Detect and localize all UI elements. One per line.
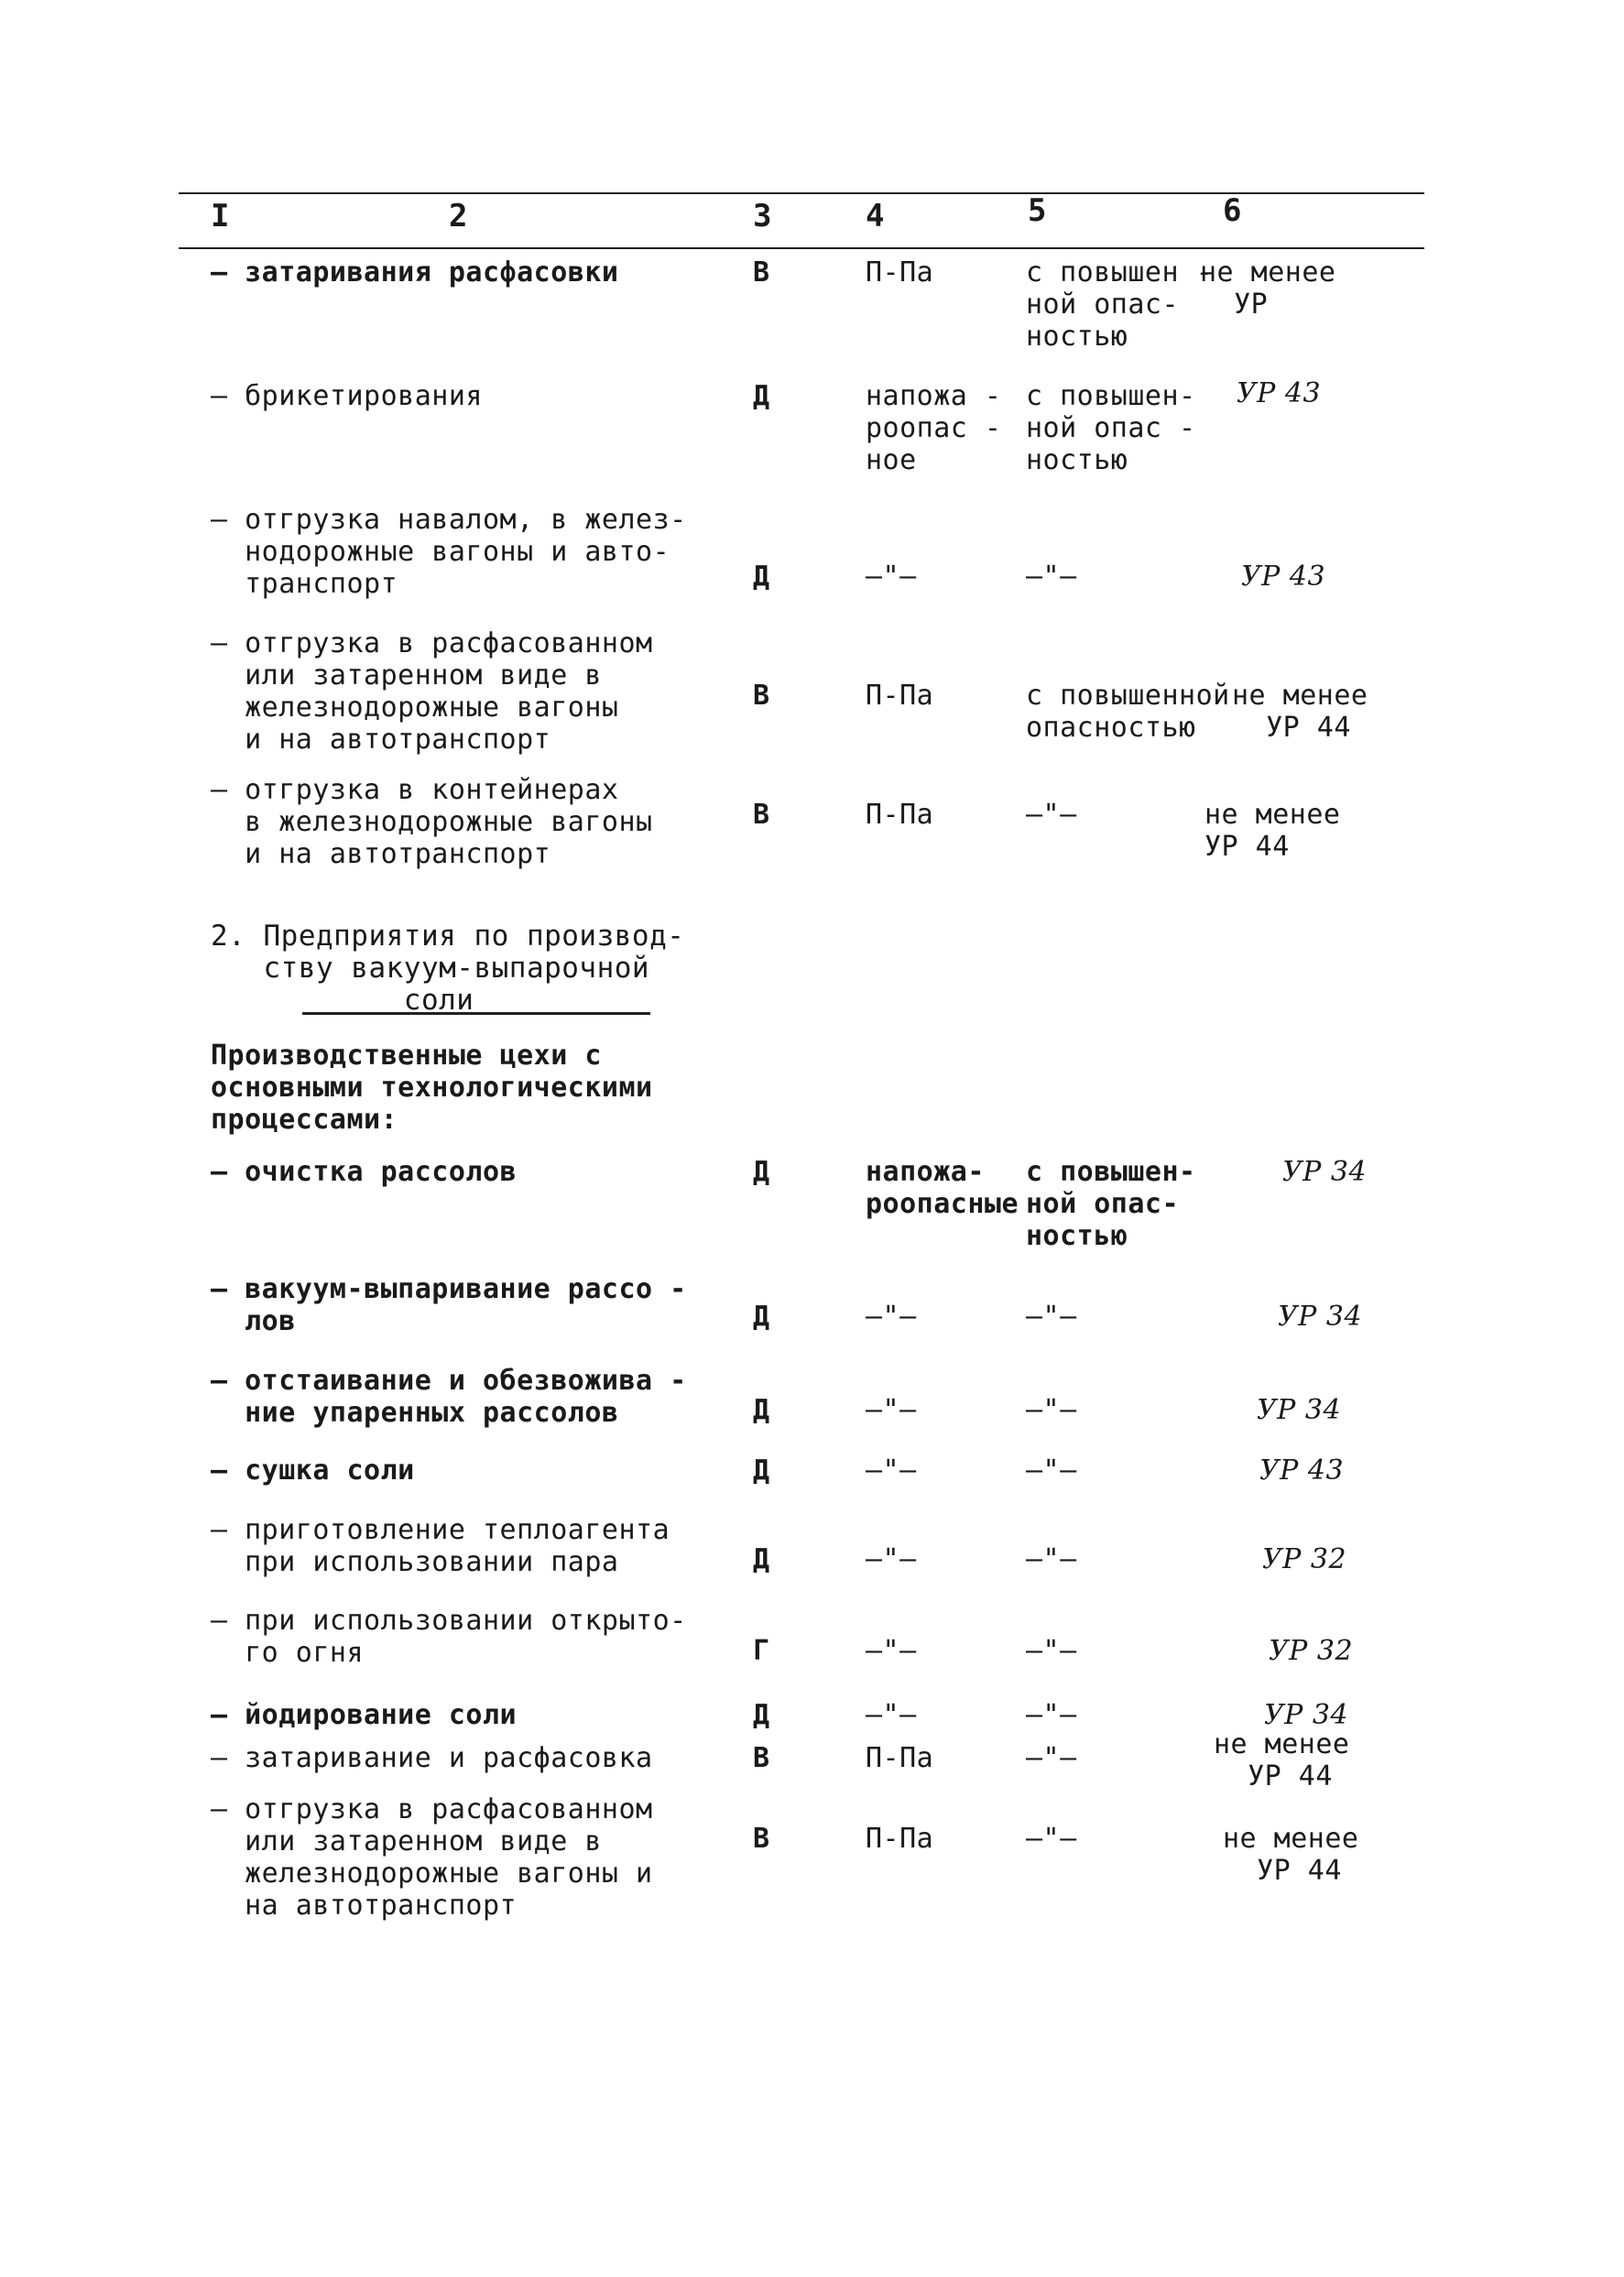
row-description: – затаривания расфасовки [211,256,619,289]
row-hazard: с повышен- ной опас- ностью [1026,1156,1196,1252]
row-degree: УР 34 [1282,1156,1368,1188]
row-description: – отгрузка в расфасованном или затаренном виде в железнодорожные вагоны и на автотранспорт [211,1793,653,1922]
row-category: Д [753,561,770,593]
row-description: – при использовании открыто- го огня [211,1605,687,1669]
row-class: –"– [866,1699,917,1731]
row-hazard: –"– [1026,1699,1077,1731]
row-class: –"– [866,1394,917,1426]
row-class: П-Па [866,799,934,831]
row-class: –"– [866,1635,917,1667]
row-hazard: с повышен- ной опас - ностью [1026,380,1196,476]
table-header-rule [179,247,1424,249]
row-description: – брикетирования [211,380,483,412]
row-description: – вакуум-выпаривание рассо - лов [211,1273,687,1337]
row-category: В [753,256,770,289]
row-degree: УР 34 [1278,1301,1363,1333]
row-description: – приготовление теплоагента при использовании пара [211,1514,670,1578]
row-description: – отгрузка навалом, в желез- нодорожные вагоны и авто- транспорт [211,504,687,600]
row-class: –"– [866,1301,917,1333]
row-category: Г [753,1635,770,1667]
section-title-underline [302,1012,650,1015]
row-degree: УР 43 [1241,561,1326,593]
row-category: В [753,1742,770,1774]
row-degree: не менее УР 44 [1214,1728,1350,1792]
row-class: П-Па [866,1742,934,1774]
row-class: –"– [866,561,917,593]
row-degree: не менее УР 44 [1223,1823,1359,1887]
row-hazard: –"– [1026,1742,1077,1774]
row-hazard: с повышен - ной опас- ностью [1026,256,1214,353]
row-degree: УР 32 [1262,1543,1347,1575]
row-class: напожа - роопас - ное [866,380,1002,476]
row-description: – очистка рассолов [211,1156,518,1188]
row-degree: не менее УР 44 [1204,799,1341,863]
row-description: – сушка соли [211,1454,415,1487]
row-hazard: –"– [1026,1301,1077,1333]
row-category: В [753,680,770,712]
row-hazard: –"– [1026,799,1077,831]
row-category: В [753,799,770,831]
row-degree: не менее УР 44 [1232,680,1368,744]
row-degree: УР 43 [1237,377,1322,409]
row-category: В [753,1823,770,1855]
section-subtitle: Производственные цехи с основными технологическими процессами: [211,1040,653,1136]
row-hazard: –"– [1026,1635,1077,1667]
row-degree: УР 34 [1264,1699,1349,1731]
row-description: – отгрузка в расфасованном или затаренном виде в железнодорожные вагоны и на автотранспорт [211,627,653,756]
row-hazard: с повышенной опасностью [1026,680,1230,744]
col-header-1: I [211,198,230,234]
col-header-4: 4 [866,198,885,234]
row-description: – затаривание и расфасовка [211,1742,653,1774]
row-hazard: –"– [1026,1454,1077,1487]
row-category: Д [753,1543,770,1575]
row-category: Д [753,1394,770,1426]
row-degree: УР 43 [1259,1454,1345,1487]
col-header-2: 2 [449,198,468,234]
row-class: напожа- роопасные [866,1156,1019,1220]
col-header-3: 3 [753,198,772,234]
row-degree: не менее УР [1200,256,1336,321]
row-hazard: –"– [1026,1394,1077,1426]
row-category: Д [753,1699,770,1731]
row-category: Д [753,1301,770,1333]
row-class: П-Па [866,1823,934,1855]
row-class: П-Па [866,680,934,712]
row-category: Д [753,1454,770,1487]
row-class: –"– [866,1454,917,1487]
row-description: – отстаивание и обезвожива - ние упаренных рассолов [211,1365,687,1429]
row-class: –"– [866,1543,917,1575]
row-category: Д [753,1156,770,1188]
col-header-5: 5 [1028,192,1047,229]
row-hazard: –"– [1026,561,1077,593]
row-hazard: –"– [1026,1823,1077,1855]
row-hazard: –"– [1026,1543,1077,1575]
row-degree: УР 34 [1257,1394,1342,1426]
row-description: – отгрузка в контейнерах в железнодорожные вагоны и на автотранспорт [211,774,653,870]
row-class: П-Па [866,256,934,289]
section-title: 2. Предприятия по производ- ству вакуум-выпарочной соли [211,920,685,1017]
row-degree: УР 32 [1269,1635,1354,1667]
row-description: – йодирование соли [211,1699,518,1731]
row-category: Д [753,380,770,412]
col-header-6: 6 [1223,192,1242,229]
